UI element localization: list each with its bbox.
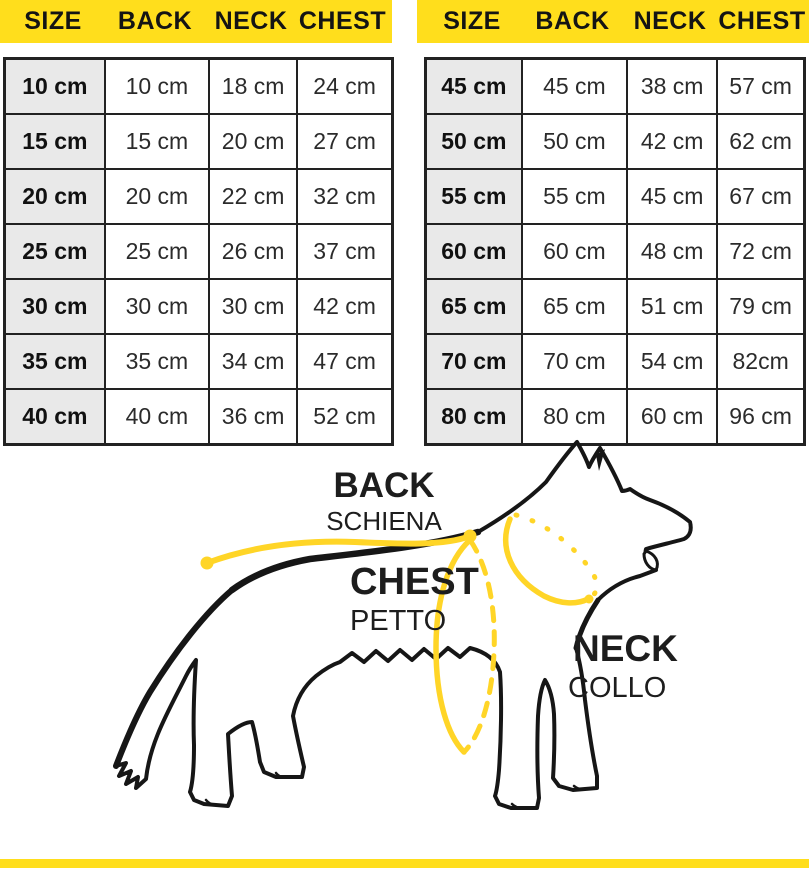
cell-chest: 79 cm	[717, 279, 804, 334]
header-bar-left	[0, 0, 392, 43]
cell-back: 70 cm	[522, 334, 627, 389]
chest-label-subtitle: PETTO	[350, 604, 447, 637]
cell-size: 80 cm	[426, 389, 522, 445]
cell-neck: 26 cm	[209, 224, 297, 279]
cell-chest: 57 cm	[717, 59, 804, 115]
table-row	[5, 224, 393, 279]
table-row	[5, 169, 393, 224]
cell-neck: 22 cm	[209, 169, 297, 224]
cell-back: 60 cm	[522, 224, 627, 279]
cell-chest: 27 cm	[297, 114, 392, 169]
cell-neck: 48 cm	[627, 224, 717, 279]
cell-size: 50 cm	[426, 114, 522, 169]
back-label	[306, 468, 462, 535]
cell-chest: 24 cm	[297, 59, 392, 115]
table-row	[5, 59, 393, 115]
cell-neck: 54 cm	[627, 334, 717, 389]
cell-chest: 42 cm	[297, 279, 392, 334]
cell-chest: 62 cm	[717, 114, 804, 169]
cell-chest: 32 cm	[297, 169, 392, 224]
cell-back: 20 cm	[105, 169, 209, 224]
neck-label-subtitle: COLLO	[568, 671, 667, 704]
table-row	[426, 114, 805, 169]
cell-neck: 30 cm	[209, 279, 297, 334]
cell-back: 45 cm	[522, 59, 627, 115]
column-header-back: BACK	[117, 7, 193, 35]
cell-back: 15 cm	[105, 114, 209, 169]
cell-back: 80 cm	[522, 389, 627, 445]
cell-back: 25 cm	[105, 224, 209, 279]
neck-label	[568, 628, 678, 704]
size-table-large	[424, 57, 806, 446]
column-header-neck: NECK	[214, 7, 288, 35]
cell-back: 30 cm	[105, 279, 209, 334]
table-row	[426, 169, 805, 224]
cell-size: 60 cm	[426, 224, 522, 279]
cell-neck: 20 cm	[209, 114, 297, 169]
cell-back: 35 cm	[105, 334, 209, 389]
cell-chest: 72 cm	[717, 224, 804, 279]
cell-chest: 52 cm	[297, 389, 392, 445]
cell-size: 10 cm	[5, 59, 105, 115]
cell-neck: 45 cm	[627, 169, 717, 224]
cell-size: 45 cm	[426, 59, 522, 115]
column-header-neck: NECK	[633, 7, 707, 35]
cell-back: 55 cm	[522, 169, 627, 224]
cell-neck: 34 cm	[209, 334, 297, 389]
cell-neck: 18 cm	[209, 59, 297, 115]
cell-size: 40 cm	[5, 389, 105, 445]
column-header-back: BACK	[535, 7, 610, 35]
cell-size: 35 cm	[5, 334, 105, 389]
cell-neck: 60 cm	[627, 389, 717, 445]
neck-label-title: NECK	[573, 628, 678, 669]
column-header-chest: CHEST	[298, 7, 387, 35]
cell-neck: 51 cm	[627, 279, 717, 334]
table-row	[5, 334, 393, 389]
column-header-size: SIZE	[24, 7, 82, 35]
bottom-accent-bar	[0, 859, 809, 868]
cell-chest: 67 cm	[717, 169, 804, 224]
column-header-chest: CHEST	[718, 7, 806, 35]
table-row	[5, 279, 393, 334]
cell-size: 25 cm	[5, 224, 105, 279]
cell-neck: 36 cm	[209, 389, 297, 445]
table-row	[426, 224, 805, 279]
table-row	[426, 59, 805, 115]
cell-chest: 82cm	[717, 334, 804, 389]
cell-neck: 42 cm	[627, 114, 717, 169]
cell-size: 20 cm	[5, 169, 105, 224]
neck-measure-dot-end	[585, 595, 594, 604]
cell-back: 50 cm	[522, 114, 627, 169]
cell-size: 30 cm	[5, 279, 105, 334]
cell-chest: 47 cm	[297, 334, 392, 389]
table-row	[5, 114, 393, 169]
back-label-subtitle: SCHIENA	[326, 505, 442, 536]
cell-size: 55 cm	[426, 169, 522, 224]
table-row	[426, 334, 805, 389]
back-measure-dot-start	[201, 557, 214, 570]
chest-label	[350, 563, 479, 636]
table-row	[426, 279, 805, 334]
chest-label-title: CHEST	[350, 561, 479, 603]
cell-back: 40 cm	[105, 389, 209, 445]
cell-chest: 96 cm	[717, 389, 804, 445]
cell-chest: 37 cm	[297, 224, 392, 279]
cell-size: 70 cm	[426, 334, 522, 389]
cell-back: 10 cm	[105, 59, 209, 115]
header-bar-right	[417, 0, 809, 43]
column-header-size: SIZE	[443, 7, 501, 35]
cell-neck: 38 cm	[627, 59, 717, 115]
cell-back: 65 cm	[522, 279, 627, 334]
back-label-title: BACK	[333, 466, 435, 505]
cell-size: 15 cm	[5, 114, 105, 169]
cell-size: 65 cm	[426, 279, 522, 334]
size-table-small	[3, 57, 394, 446]
